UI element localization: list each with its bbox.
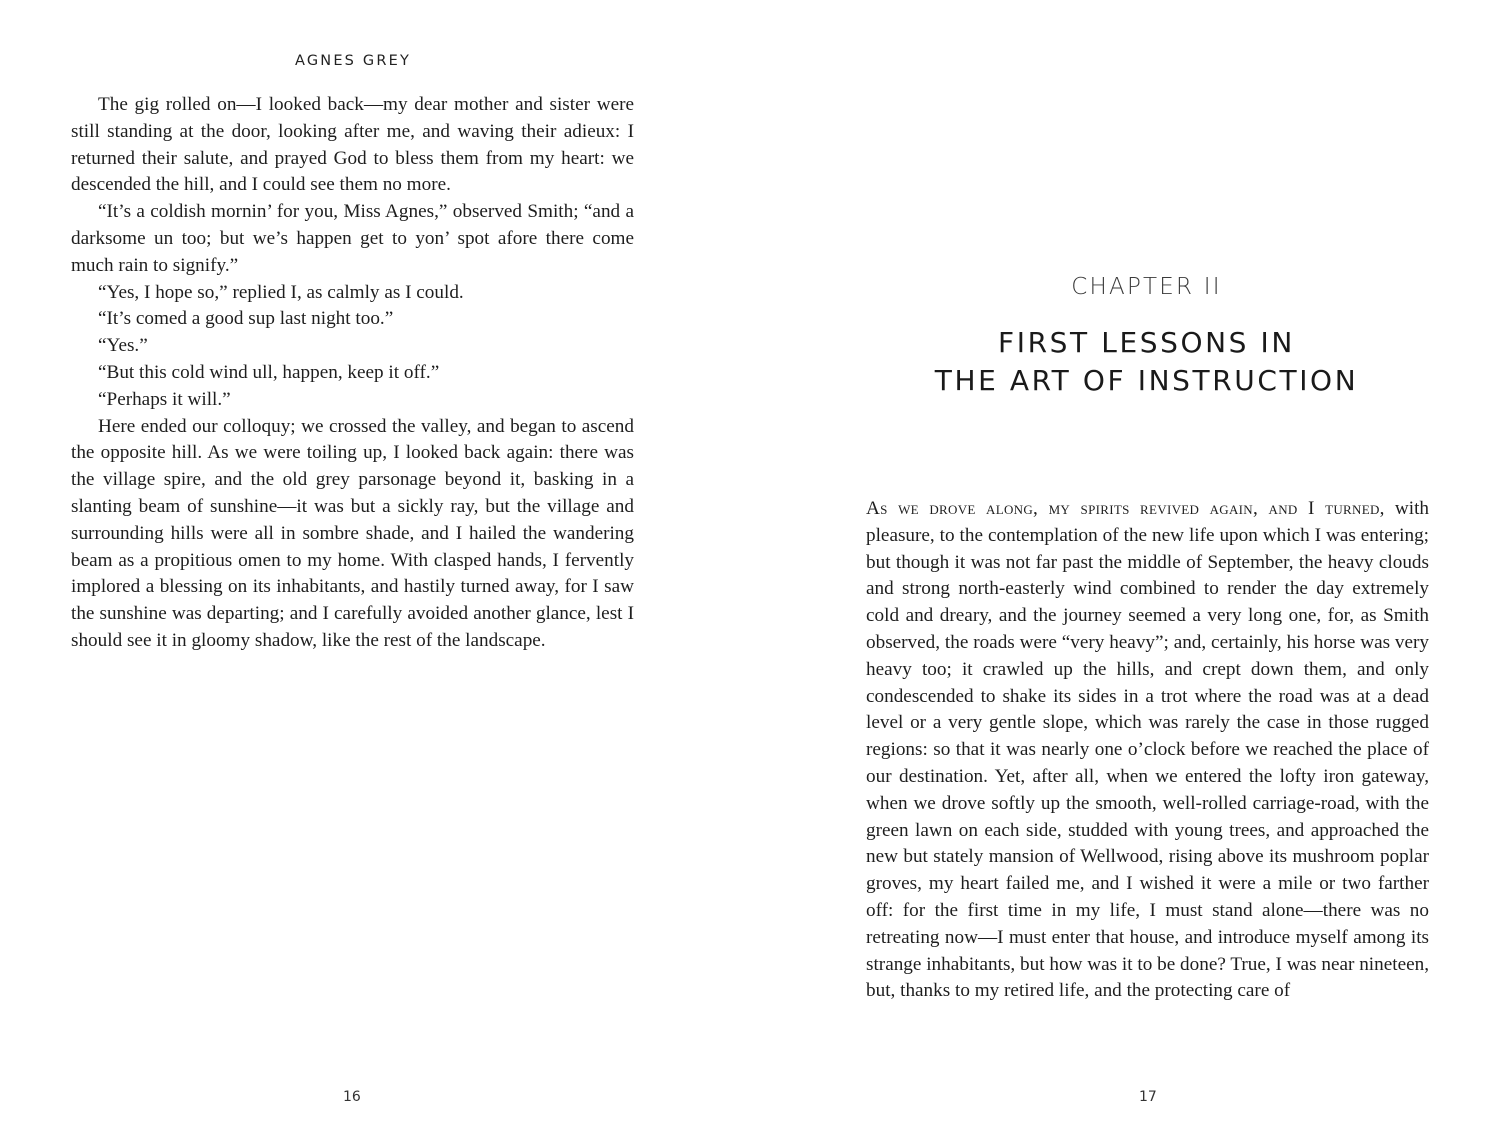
opening-rest: with pleasure, to the contemplation of the new life upon which I was entering; but though it was not far past the middle of September, the heavy clouds and strong north-easterly wind combined to render the day extremely cold and dreary, and the journey seemed a very long one, for, as Smith observed, the roads were “very heavy”; and, certainly, his horse was very heavy too; it crawled up the hills, and crept down them, and only condescended to shake its sides in a trot where the road was at a dead level or a very gentle slope, which was rarely the case in those rugged regions: so that it was nearly one o’clock before we reached the place of our destination. Yet, after all, when we entered the lofty iron gateway, when we drove softly up the smooth, well-rolled carriage-road, with the green lawn on each side, studded with young trees, and approached the new but stately mansion of Wellwood, rising above its mushroom poplar groves, my heart failed me, and I wished it were a mile or two farther off: for the first time in my life, I must stand alone—there was no retreating now—I must enter that house, and introduce myself among its strange inhabitants, but how was it to be done? True, I was near nineteen, but, thanks to my retired life, and the protecting care of (866, 498, 1429, 1002)
chapter-number: CHAPTER II (1071, 274, 1222, 300)
paragraph (866, 496, 1429, 1005)
paragraph: Here ended our colloquy; we crossed the valley, and began to ascend the opposite hill. As we were toiling up, I looked back again: there was the village spire, and the old grey parsonage beyond it, basking in a slanting beam of sunshine—it was but a sickly ray, but the village and surrounding hills were all in sombre shade, and I hailed the wandering beam as a propitious omen to my home. With clasped hands, I fervently implored a blessing on its inhabitants, and hastily turned away, for I saw the sunshine was departing; and I carefully avoided another glance, lest I should see it in gloomy shadow, like the rest of the landscape. (71, 415, 634, 651)
chapter-title (750, 324, 1500, 400)
opening-smallcaps: As we drove along, my spirits revived again, and I turned, (866, 498, 1385, 519)
paragraph: “It’s comed a good sup last night too.” (98, 308, 394, 330)
paragraph: The gig rolled on—I looked back—my dear mother and sister were still standing at the door, looking after me, and waving their adieux: I returned their salute, and prayed God to bless them from my heart: we descended the hill, and I could see them no more. (71, 94, 634, 196)
left-page-body (71, 92, 634, 655)
chapter-title-line: THE ART OF INSTRUCTION (934, 364, 1359, 397)
paragraph: “Yes, I hope so,” replied I, as calmly as I could. (98, 281, 464, 303)
paragraph: “But this cold wind ull, happen, keep it off.” (98, 361, 440, 383)
paragraph: “Yes.” (98, 335, 148, 357)
page-number: 17 (1139, 1089, 1157, 1105)
right-page (750, 0, 1500, 1143)
chapter-title-line: FIRST LESSONS IN (998, 326, 1295, 359)
paragraph: “It’s a coldish mornin’ for you, Miss Agnes,” observed Smith; “and a darksome un too; but we’s happen get to yon’ spot afore there come much rain to signify.” (71, 201, 634, 276)
right-page-body (866, 496, 1429, 1005)
paragraph: “Perhaps it will.” (98, 388, 231, 410)
page-number: 16 (343, 1089, 361, 1105)
running-head: AGNES GREY (294, 53, 412, 69)
